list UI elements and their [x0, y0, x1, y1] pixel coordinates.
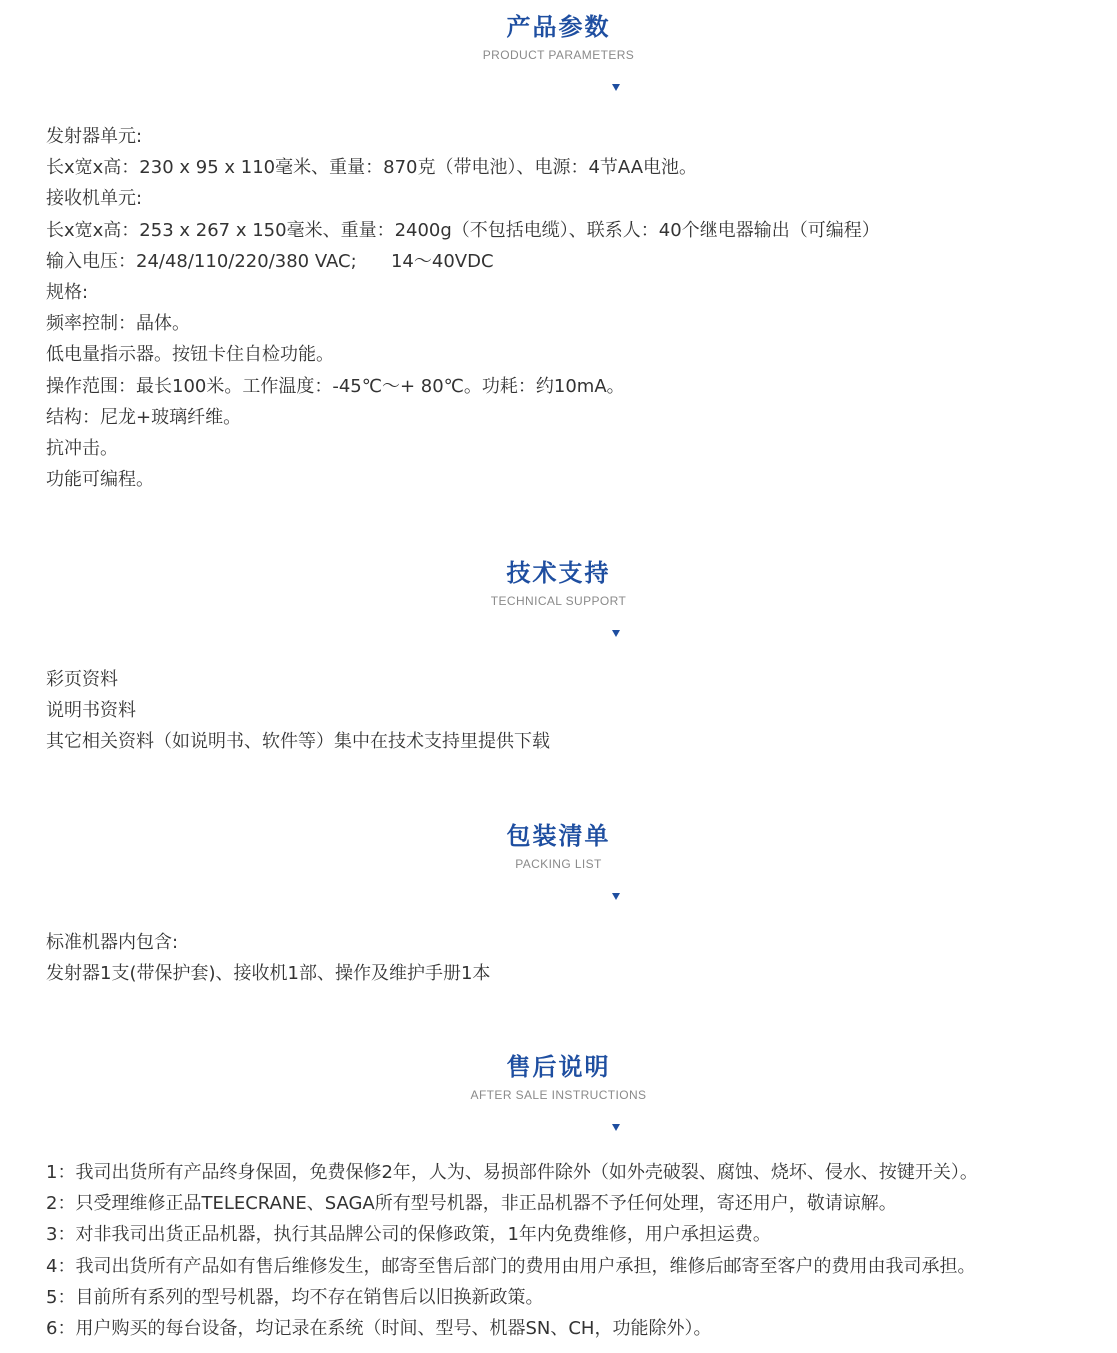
list-item: 发射器1支(带保护套)、接收机1部、操作及维护手册1本	[46, 963, 491, 985]
list-item: 频率控制：晶体。	[46, 313, 190, 335]
list-item: 彩页资料	[46, 669, 118, 690]
list-item: 1：我司出货所有产品终身保固，免费保修2年，人为、易损部件除外（如外壳破裂、腐蚀、烧坏、侵水、按键开关）。	[46, 1162, 978, 1183]
list-item: 标准机器内包含:	[46, 932, 179, 953]
list-item: 3：对非我司出货正品机器，执行其品牌公司的保修政策，1年内免费维修，用户承担运费。	[46, 1224, 771, 1246]
support-list	[46, 664, 550, 758]
list-item: 2：只受理维修正品TELECRANE、SAGA所有型号机器，非正品机器不予任何处理，寄还用户，敬请谅解。	[46, 1193, 897, 1215]
section-subtitle: TECHNICAL SUPPORT	[490, 594, 627, 608]
section-title: 产品参数	[506, 13, 611, 41]
list-item: 5：目前所有系列的型号机器，均不存在销售后以旧换新政策。	[46, 1286, 544, 1308]
list-item: 长x宽x高：230 x 95 x 110毫米、重量：870克（带电池）、电源：4节AA电池。	[46, 157, 698, 179]
list-item: 结构：尼龙+玻璃纤维。	[46, 406, 242, 428]
list-item: 规格:	[46, 281, 89, 303]
caret-down-icon	[612, 630, 620, 637]
section-subtitle: PRODUCT PARAMETERS	[482, 48, 635, 62]
section-subtitle: AFTER SALE INSTRUCTIONS	[470, 1088, 647, 1102]
caret-down-icon	[612, 893, 620, 900]
list-item: 输入电压：24/48/110/220/380 VAC; 14～40VDC	[46, 250, 494, 272]
list-item: 接收机单元:	[46, 188, 143, 210]
caret-down-icon	[612, 1124, 620, 1131]
caret-down-icon	[612, 84, 620, 91]
packing-list	[46, 927, 490, 989]
list-item: 发射器单元:	[46, 126, 143, 147]
list-item: 操作范围：最长100米。工作温度：-45℃～+ 80℃。功耗：约10mA。	[46, 375, 625, 397]
params-list	[46, 121, 880, 495]
list-item: 功能可编程。	[46, 469, 154, 491]
section-title: 技术支持	[506, 559, 611, 587]
list-item: 说明书资料	[46, 700, 136, 722]
list-item: 其它相关资料（如说明书、软件等）集中在技术支持里提供下载	[46, 731, 550, 753]
aftersale-list	[46, 1157, 978, 1344]
list-item: 低电量指示器。按钮卡住自检功能。	[46, 344, 334, 366]
list-item: 6：用户购买的每台设备，均记录在系统（时间、型号、机器SN、CH，功能除外）。	[46, 1317, 712, 1339]
section-title: 包装清单	[506, 822, 611, 850]
list-item: 抗冲击。	[46, 437, 118, 459]
section-subtitle: PACKING LIST	[515, 857, 602, 871]
section-title: 售后说明	[506, 1053, 611, 1081]
list-item: 4：我司出货所有产品如有售后维修发生，邮寄至售后部门的费用由用户承担，维修后邮寄至客户的费用由我司承担。	[46, 1255, 976, 1277]
list-item: 长x宽x高：253 x 267 x 150毫米、重量：2400g（不包括电缆）、联系人：40个继电器输出（可编程）	[46, 219, 880, 241]
